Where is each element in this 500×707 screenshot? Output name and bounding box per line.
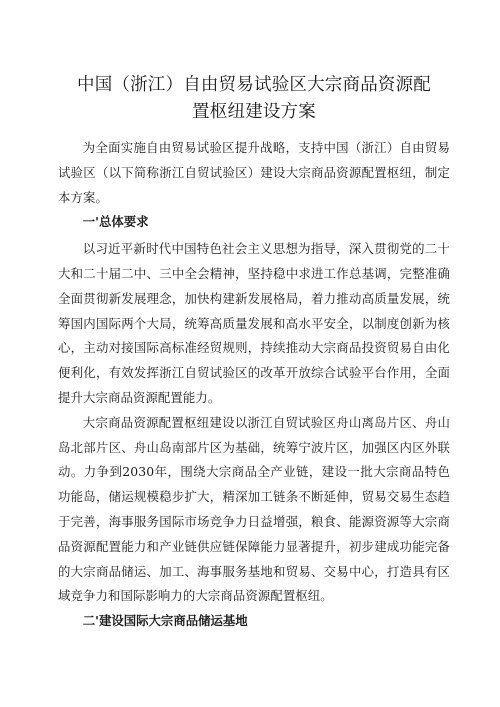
title-line-1: 中国（浙江）自由贸易试验区大宗商品资源配	[77, 75, 431, 95]
title-line-2: 置枢纽建设方案	[192, 102, 316, 122]
section-1-paragraph-2: 大宗商品资源配置枢纽建设以浙江自贸试验区舟山离岛片区、舟山岛北部片区、舟山岛南部片区为基础，统筹宁波片区，加强区内区外联动。力争到2030年，围绕大宗商品全产业链，建设一批大宗商品特色功能岛，储运规模稳步扩大，精深加工链条不断延伸，贸易交易生态趋于完善，海事服务国际市场竞争力日益增强，粮食、能源资源等大宗商品资源配置能力和产业链供应链保障能力显著提升，初步建成功能完备的大宗商品储运、加工、海事服务基地和贸易、交易中心，打造具有区域竞争力和国际影响力的大宗商品资源配置枢纽。	[58, 414, 450, 604]
document-title	[58, 72, 450, 126]
document-body	[58, 136, 450, 634]
section-1-paragraph-1: 以习近平新时代中国特色社会主义思想为指导，深入贯彻党的二十大和二十届二中、三中全会精神，坚持稳中求进工作总基调，完整准确全面贯彻新发展理念，加快构建新发展格局，着力推动高质量发展，统筹国内国际两个大局，统筹高质量发展和高水平安全，以制度创新为核心，主动对接国际高标准经贸规则，持续推动大宗商品投资贸易自由化便利化，有效发挥浙江自贸试验区的改革开放综合试验平台作用，全面提升大宗商品资源配置能力。	[58, 241, 450, 405]
section-2-heading: 二'建设国际大宗商品储运基地	[82, 613, 248, 629]
intro-paragraph: 为全面实施自由贸易试验区提升战略，支持中国（浙江）自由贸易试验区（以下简称浙江自贸试验区）建设大宗商品资源配置枢纽，制定本方案。	[58, 140, 450, 205]
section-1-heading: 一'总体要求	[82, 214, 149, 230]
